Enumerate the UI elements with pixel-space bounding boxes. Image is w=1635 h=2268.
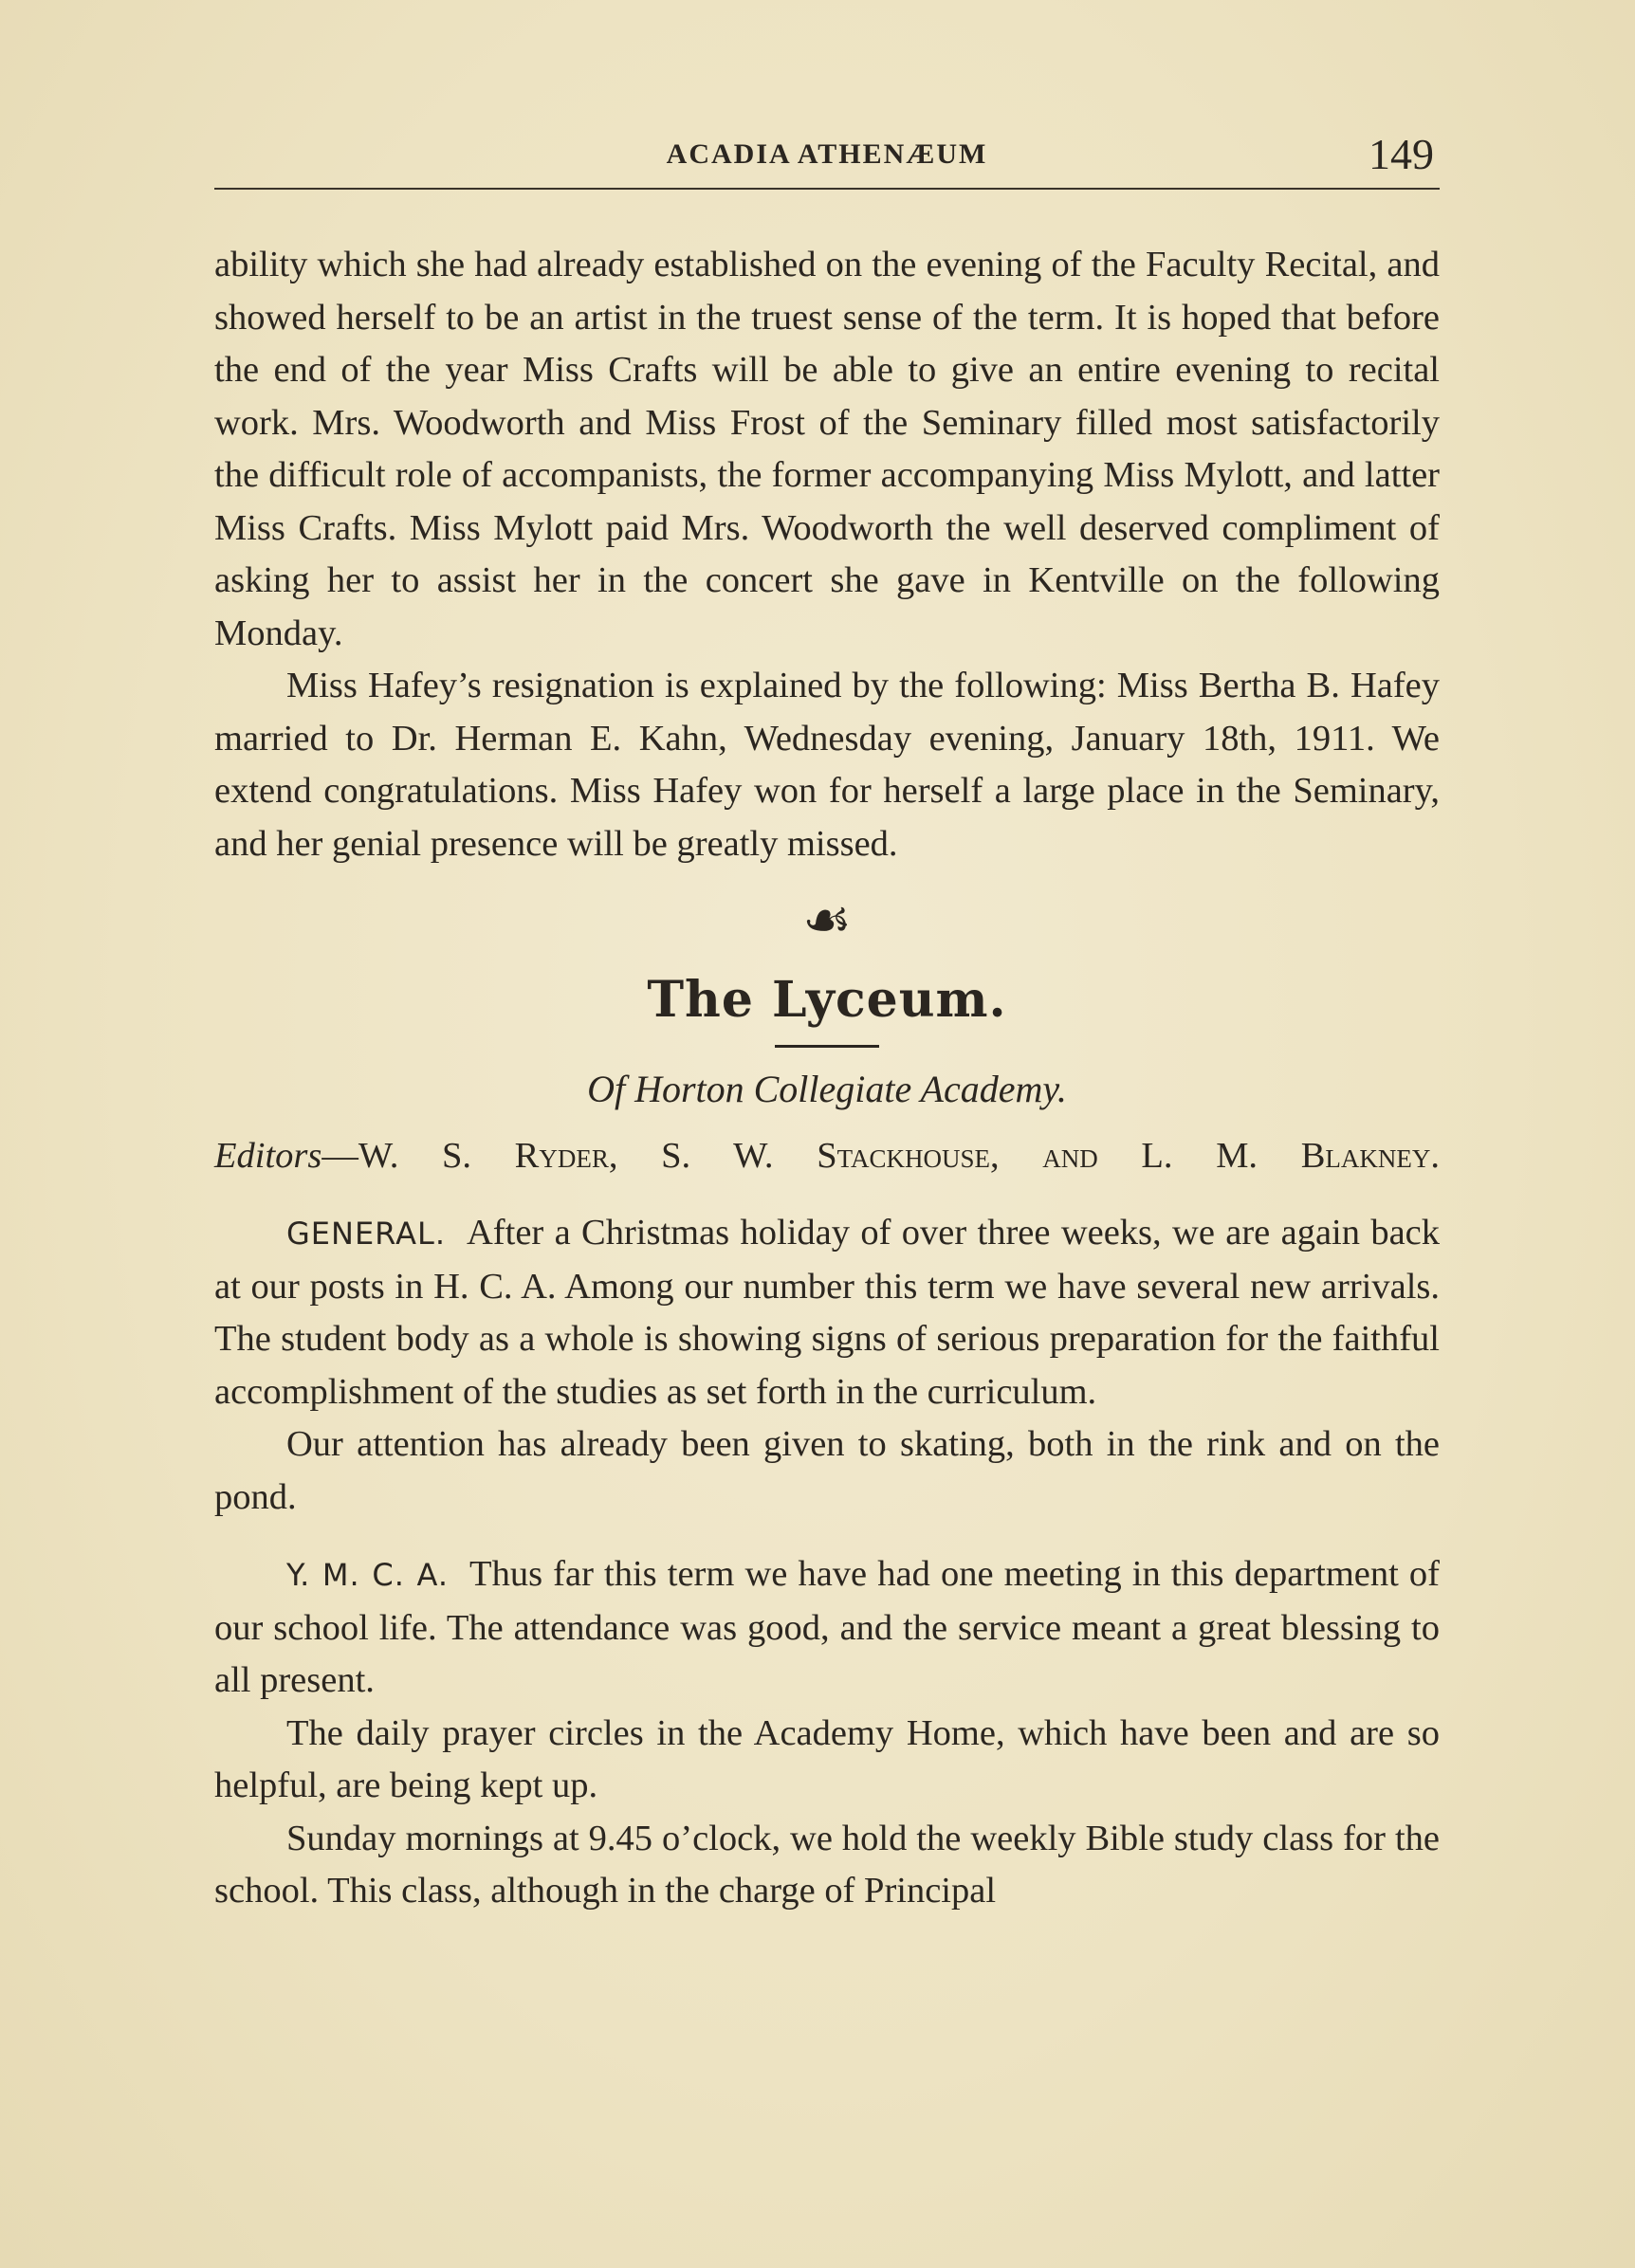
editors-line bbox=[214, 1129, 1440, 1182]
general-text: After a Christmas holiday of over three weeks, we are again back at our posts in H. C. A. Among our number this term we have several new arrivals. The student body as a whole is showing signs of serious preparation for the faithful accomplishment of the studies as set forth in the curriculum. bbox=[214, 1213, 1440, 1412]
section-title: The Lyceum. bbox=[647, 971, 1007, 1029]
paragraph-general bbox=[214, 1207, 1440, 1418]
section-subtitle: Of Horton Collegiate Academy. bbox=[587, 1068, 1067, 1110]
paragraph-prayer: The daily prayer circles in the Academy Home, which have been and are so helpful, are being kept up. bbox=[214, 1712, 1440, 1805]
paragraph-hafey: Miss Hafey’s resignation is explained by the following: Miss Bertha B. Hafey married to Dr. Herman E. Kahn, Wednesday evening, January 18th, 1911. We extend congratulations. Miss Hafey won for herself a large place in the Seminary, and her genial presence will be greatly missed. bbox=[214, 666, 1440, 864]
page-header bbox=[214, 123, 1440, 190]
editors-dash: — bbox=[321, 1136, 358, 1176]
running-title: ACADIA ATHENÆUM bbox=[666, 138, 988, 170]
body-text bbox=[214, 239, 1440, 1918]
page-number: 149 bbox=[1369, 130, 1434, 178]
spacer bbox=[214, 1524, 1440, 1548]
header-rule bbox=[214, 188, 1440, 190]
paragraph-ymca bbox=[214, 1548, 1440, 1708]
ymca-text: Thus far this term we have had one meeting in this department of our school life. The attendance was good, and the service meant a great blessing to all present. bbox=[214, 1554, 1440, 1700]
ornament-icon: ☙ bbox=[802, 889, 852, 951]
document-page bbox=[214, 123, 1440, 1918]
editors-names: W. S. Ryder, S. W. Stackhouse, and L. M. Blakney. bbox=[358, 1136, 1440, 1176]
ymca-lead: Y. M. C. A. bbox=[286, 1557, 450, 1593]
title-rule bbox=[775, 1045, 879, 1048]
paragraph-bible-study: Sunday mornings at 9.45 o’clock, we hold the weekly Bible study class for the school. This class, although in the charge of Principal bbox=[214, 1818, 1440, 1911]
paragraph-recital: ability which she had already established on the evening of the Faculty Recital, and showed herself to be an artist in the truest sense of the term. It is hoped that before the end of the year Miss Crafts will be able to give an entire evening to recital work. Mrs. Woodworth and Miss Frost of the Seminary filled most satisfactorily the difficult role of accompanists, the former accompanying Miss Mylott, and latter Miss Crafts. Miss Mylott paid Mrs. Woodworth the well deserved compliment of asking her to assist her in the concert she gave in Kentville on the following Monday. bbox=[214, 245, 1440, 653]
general-lead: GENERAL. bbox=[286, 1216, 446, 1252]
editors-label: Editors bbox=[214, 1136, 322, 1176]
paragraph-skating: Our attention has already been given to skating, both in the rink and on the pond. bbox=[214, 1424, 1440, 1517]
spacer bbox=[214, 1182, 1440, 1207]
